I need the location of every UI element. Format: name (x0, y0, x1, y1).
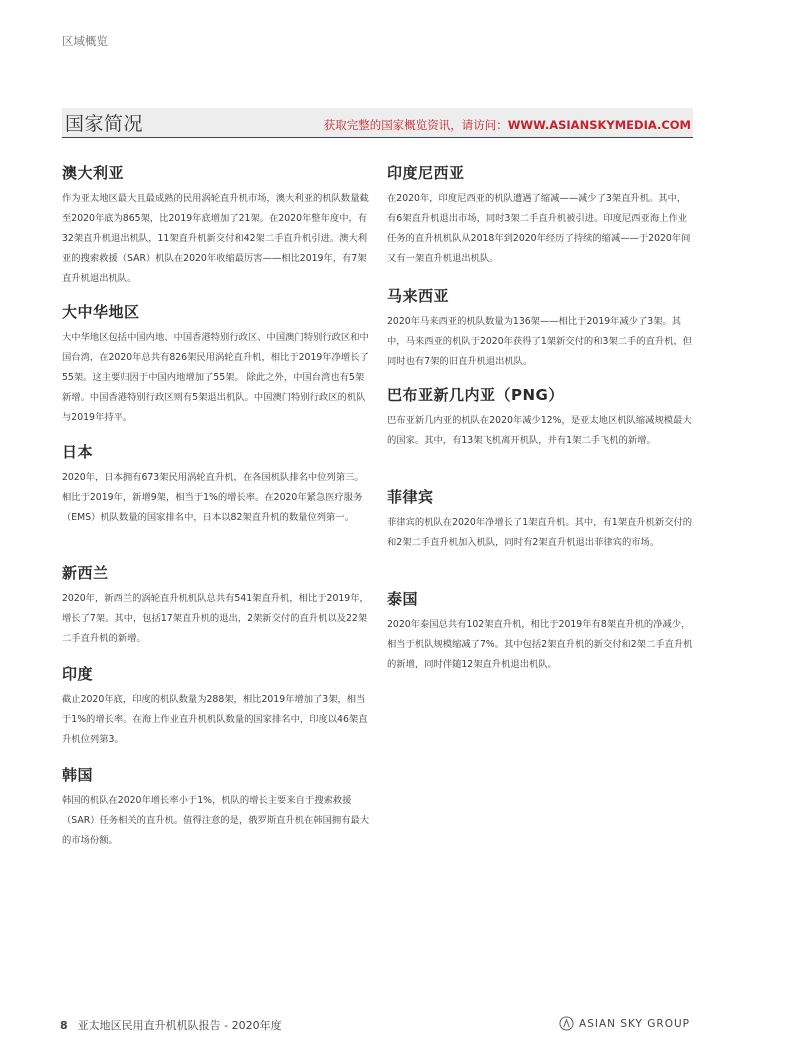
running-header: 区域概览 (62, 34, 108, 48)
country-heading: 澳大利亚 (62, 164, 125, 182)
country-paragraph: 在2020年，印度尼西亚的机队遭遇了缩减——减少了3架直升机。其中，有6架直升机退出市场，同时3架二手直升机被引进。印度尼西亚海上作业任务的直升机机队从2018年到2020年经历了持续的缩减——于2020年间又有一架直升机退出机队。 (387, 193, 691, 264)
website-link[interactable]: WWW.ASIANSKYMEDIA.COM (507, 118, 691, 132)
country-heading: 新西兰 (62, 564, 109, 582)
country-heading: 大中华地区 (62, 303, 140, 321)
country-section-philippines (387, 486, 695, 553)
country-section-indonesia (387, 162, 695, 269)
section-banner (62, 108, 693, 138)
country-section-australia (62, 162, 372, 289)
country-heading: 日本 (62, 443, 94, 461)
country-section-india (62, 663, 372, 750)
country-paragraph: 截止2020年底，印度的机队数量为288架，相比2019年增加了3架，相当于1%的增长率。在海上作业直升机机队数量的国家排名中，印度以46架直升机位列第3。 (62, 694, 368, 745)
asian-sky-logo-icon (559, 1016, 574, 1031)
country-heading: 菲律宾 (387, 488, 434, 506)
country-heading: 印度 (62, 665, 94, 683)
country-section-thailand (387, 588, 695, 675)
country-section-greater-china (62, 301, 372, 428)
country-section-korea (62, 764, 372, 851)
website-callout (324, 117, 691, 133)
country-paragraph: 2020年泰国总共有102架直升机，相比于2019年有8架直升机的净减少，相当于机队规模缩减了7%。其中包括2架直升机的新交付和2架二手直升机的新增，同时伴随12架直升机退出机队。 (387, 619, 693, 670)
country-paragraph: 2020年，新西兰的涡轮直升机机队总共有541架直升机，相比于2019年，增长了7架。其中，包括17架直升机的退出，2架新交付的直升机以及22架二手直升机的新增。 (62, 593, 369, 644)
page-number: 8 (60, 1019, 68, 1032)
country-section-png (387, 384, 695, 451)
country-section-malaysia (387, 285, 695, 372)
country-section-new-zealand (62, 562, 372, 649)
country-section-japan (62, 441, 372, 528)
country-heading: 马来西亚 (387, 287, 450, 305)
country-heading: 泰国 (387, 590, 419, 608)
brand-name: ASIAN SKY GROUP (579, 1017, 690, 1030)
brand-lockup (559, 1016, 690, 1031)
website-callout-text: 获取完整的国家概览资讯，请访问： (323, 118, 508, 132)
page-footer (60, 1017, 282, 1033)
country-paragraph: 巴布亚新几内亚的机队在2020年减少12%，是亚太地区机队缩减规模最大的国家。其中，有13架飞机离开机队，并有1架二手飞机的新增。 (387, 415, 692, 446)
country-heading: 巴布亚新几内亚（PNG） (387, 386, 564, 404)
page-title: 国家简况 (65, 113, 144, 135)
report-title: 亚太地区民用直升机机队报告 - 2020年度 (77, 1019, 282, 1032)
country-paragraph: 2020年，日本拥有673架民用涡轮直升机，在各国机队排名中位列第三。相比于2019年，新增9架，相当于1%的增长率。在2020年紧急医疗服务（EMS）机队数量的国家排名中，日本以82架直升机的数量位列第一。 (62, 472, 364, 523)
country-paragraph: 2020年马来西亚的机队数量为136架——相比于2019年减少了3架。其中，马来西亚的机队于2020年获得了1架新交付的和3架二手的直升机，但同时也有7架的旧直升机退出机队。 (387, 316, 693, 367)
country-paragraph: 韩国的机队在2020年增长率小于1%，机队的增长主要来自于搜索救援（SAR）任务相关的直升机。值得注意的是，俄罗斯直升机在韩国拥有最大的市场份额。 (62, 795, 370, 846)
country-heading: 印度尼西亚 (387, 164, 465, 182)
country-paragraph: 大中华地区包括中国内地、中国香港特别行政区、中国澳门特别行政区和中国台湾，在2020年总共有826架民用涡轮直升机，相比于2019年净增长了55架。这主要归因于中国内地增加了55架。 除此之外，中国台湾也有5架新增。中国香港特别行政区则有5架退出机队。中国澳门特别行政区的机队与2019年持平。 (62, 332, 369, 423)
country-paragraph: 菲律宾的机队在2020年净增长了1架直升机。其中，有1架直升机新交付的和2架二手直升机加入机队，同时有2架直升机退出菲律宾的市场。 (387, 517, 693, 548)
country-paragraph: 作为亚太地区最大且最成熟的民用涡轮直升机市场，澳大利亚的机队数量截至2020年底为865架，比2019年底增加了21架。在2020年整年度中，有32架直升机退出机队，11架直升机新交付和42架二手直升机引进。澳大利亚的搜索救援（SAR）机队在2020年收缩最厉害——相比2019年，有7架直升机退出机队。 (62, 193, 369, 284)
country-heading: 韩国 (62, 766, 94, 784)
